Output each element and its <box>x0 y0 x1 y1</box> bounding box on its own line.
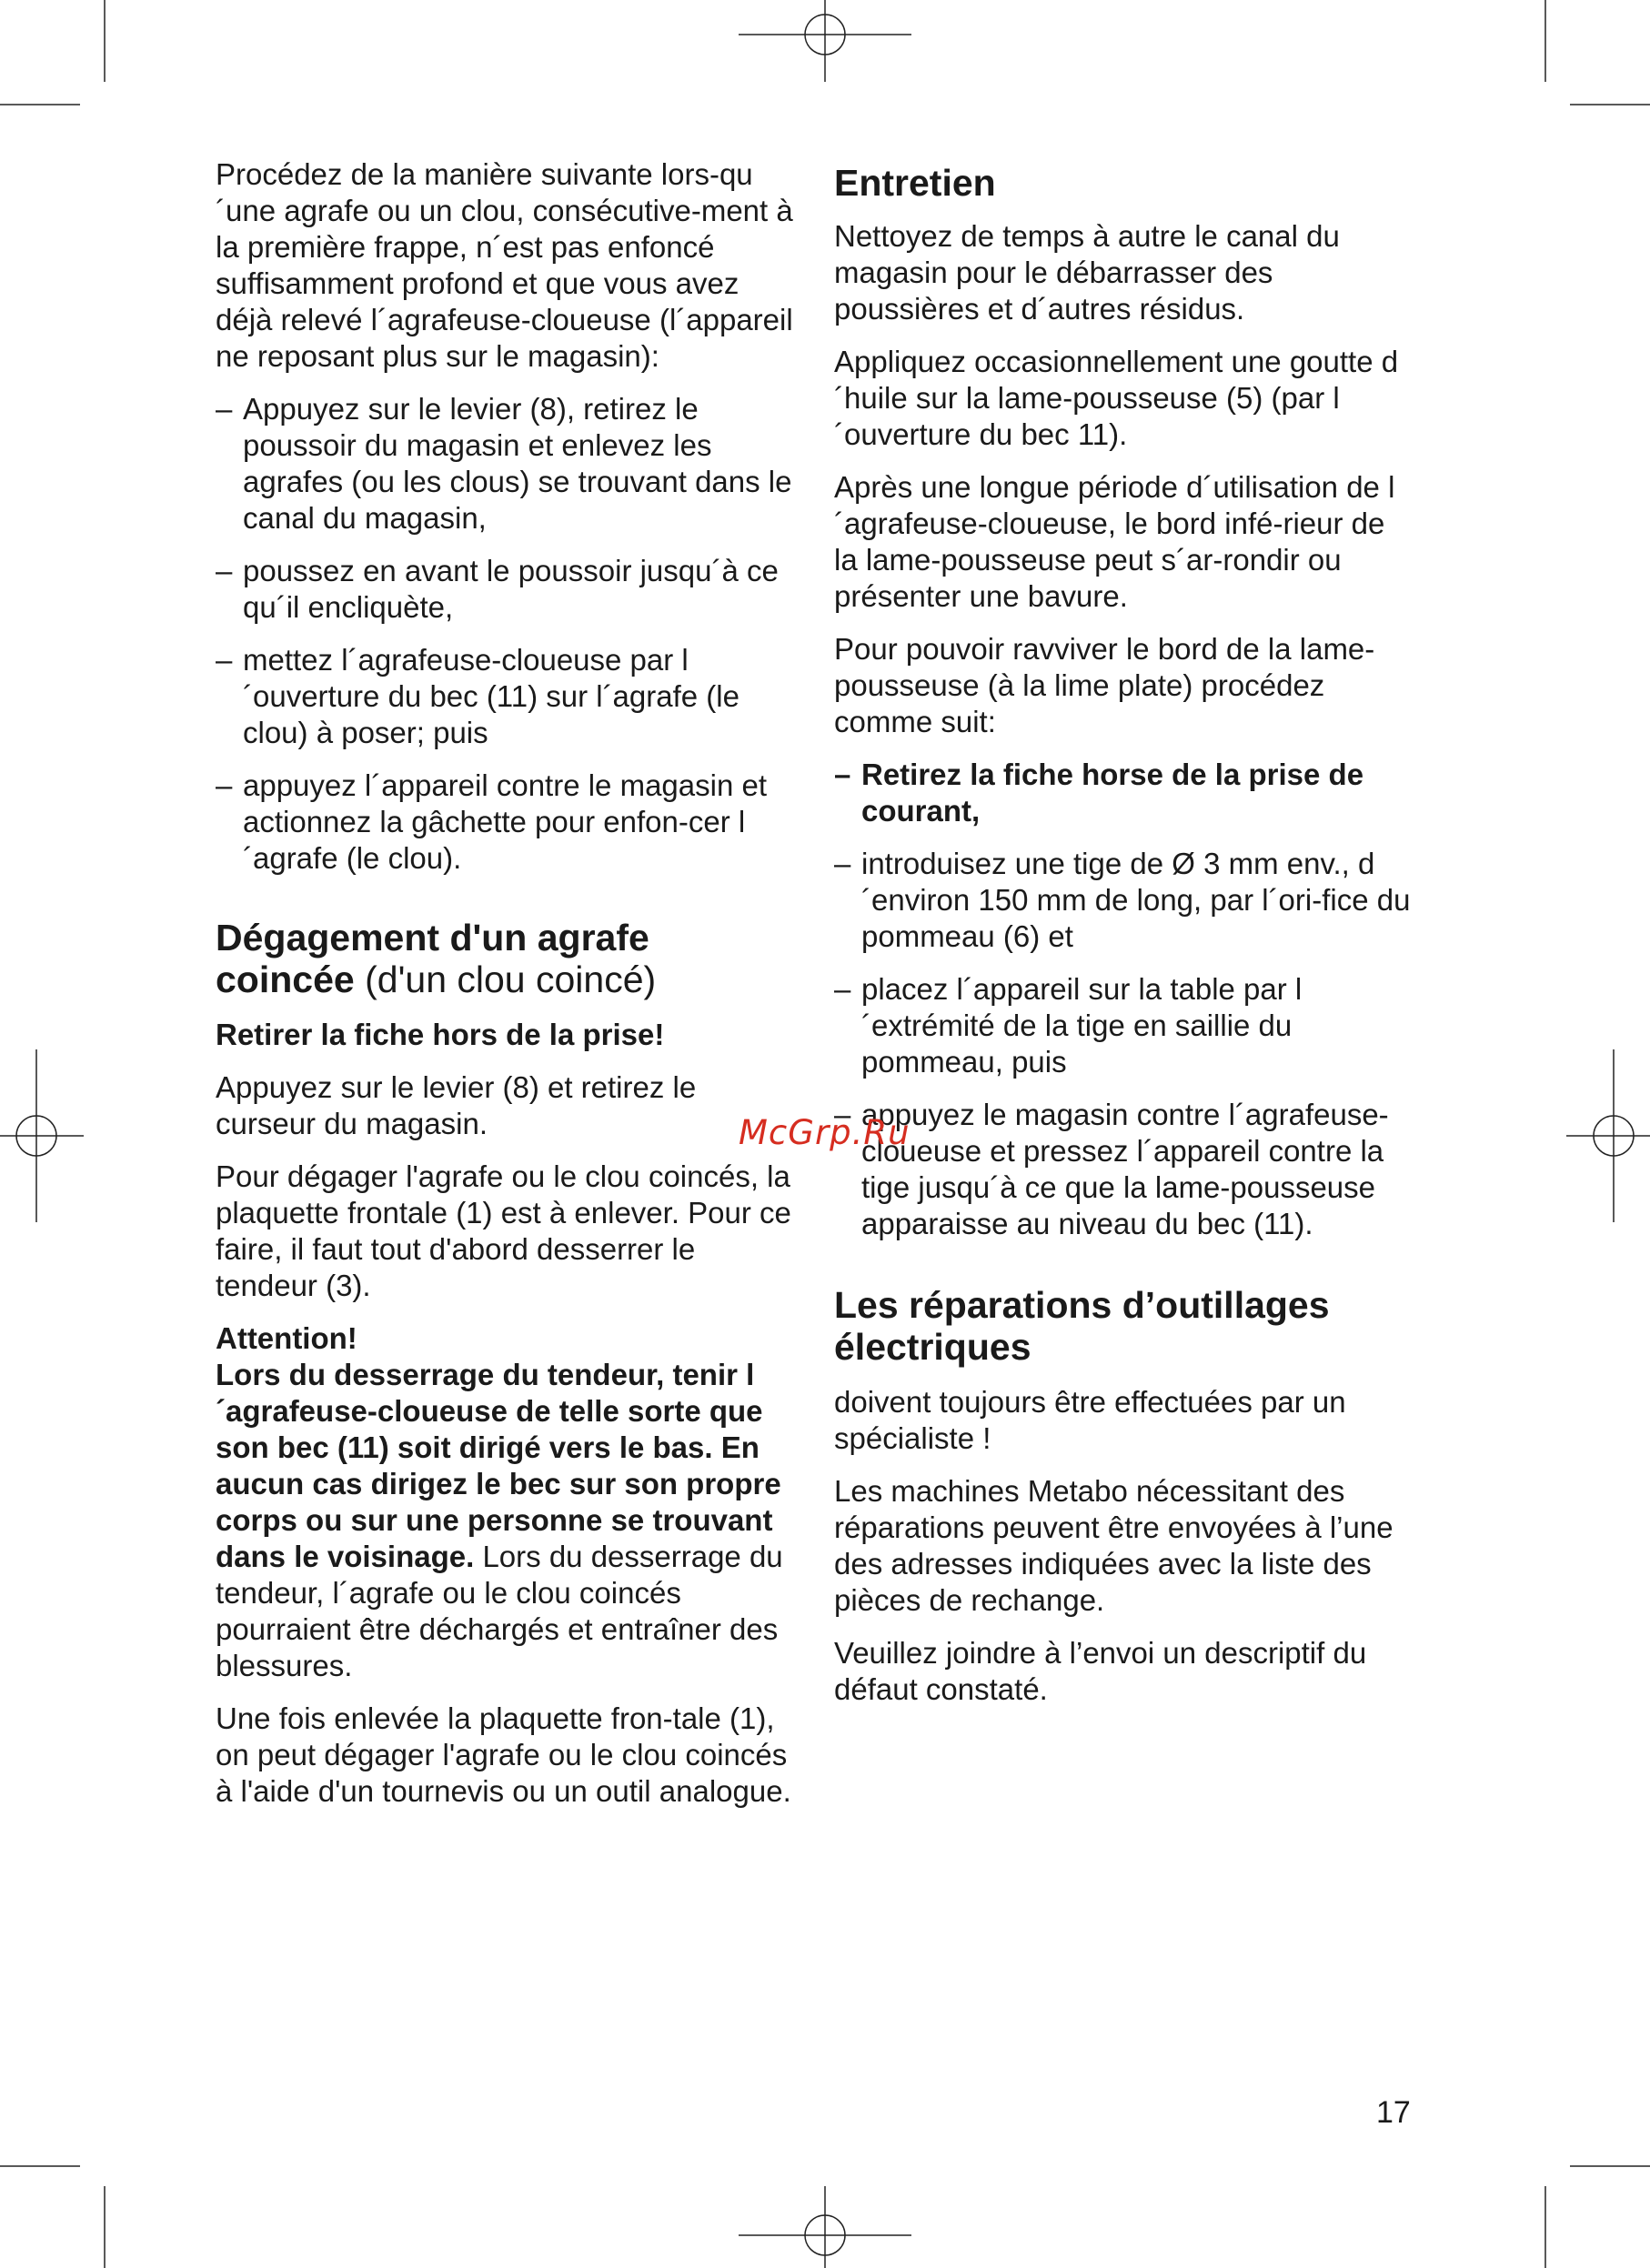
maintenance-list <box>834 757 1416 1242</box>
paragraph: Pour dégager l'agrafe ou le clou coincés, la plaquette frontale (1) est à enlever. Pour ce faire, il faut tout d'abord desserrer le tendeur (3). <box>216 1159 791 1302</box>
paragraph: doivent toujours être effectuées par un spécialiste ! <box>834 1385 1346 1455</box>
list-item: – mettez l´agrafeuse-cloueuse par l´ouverture du bec (11) sur l´agrafe (le clou) à poser; puis <box>216 642 798 751</box>
section-title-bold: Dégagement d'un agrafe coincée <box>216 917 649 1000</box>
list-item: – Retirez la fiche horse de la prise de courant, <box>834 757 1416 829</box>
paragraph: Veuillez joindre à l’envoi un descriptif du défaut constaté. <box>834 1636 1367 1706</box>
paragraph: Les machines Metabo nécessitant des réparations peuvent être envoyées à l’une des adresses indiquées avec la liste des pièces de rechange. <box>834 1474 1393 1617</box>
attention-block <box>216 1320 798 1684</box>
paragraph: Nettoyez de temps à autre le canal du magasin pour le débarrasser des poussières et d´autres résidus. <box>834 219 1340 326</box>
list-item: – poussez en avant le poussoir jusqu´à ce qu´il encliquète, <box>216 553 798 626</box>
right-column <box>834 156 1416 1724</box>
left-column <box>216 156 798 1826</box>
intro-paragraph: Procédez de la manière suivante lors-qu´une agrafe ou un clou, consécutive-ment à la première frappe, n´est pas enfoncé suffisamment profond et que vous avez déjà relevé l´agrafeuse-cloueuse (l´appareil ne reposant plus sur le magasin): <box>216 157 793 373</box>
list-item: – appuyez le magasin contre l´agrafeuse-cloueuse et pressez l´appareil contre la tige jusqu´à ce que la lame-pousseuse apparaisse au niveau du bec (11). <box>834 1097 1416 1242</box>
page-number: 17 <box>1376 2095 1411 2130</box>
paragraph: Appuyez sur le levier (8) et retirez le curseur du magasin. <box>216 1070 697 1140</box>
list-item: – placez l´appareil sur la table par l´extrémité de la tige en saillie du pommeau, puis <box>834 971 1416 1080</box>
section-title-entretien: Entretien <box>834 162 996 204</box>
list-item: – introduisez une tige de Ø 3 mm env., d´environ 150 mm de long, par l´ori-fice du pommeau (6) et <box>834 846 1416 955</box>
list-item: – appuyez l´appareil contre le magasin et actionnez la gâchette pour enfon-cer l´agrafe (le clou). <box>216 768 798 877</box>
watermark: McGrp.Ru <box>739 1113 911 1152</box>
paragraph: Après une longue période d´utilisation de l´agrafeuse-cloueuse, le bord infé-rieur de la lame-pousseuse peut s´ar-rondir ou présenter une bavure. <box>834 470 1395 613</box>
paragraph: Pour pouvoir ravviver le bord de la lame-pousseuse (à la lime plate) procédez comme suit: <box>834 632 1375 738</box>
attention-bold-text: Lors du desserrage du tendeur, tenir l´agrafeuse-cloueuse de telle sorte que son bec (11) soit dirigé vers le bas. En aucun cas dirigez le bec sur son propre corps ou sur une personne se trouvant dans le voisinage. <box>216 1358 781 1573</box>
list-item: – Appuyez sur le levier (8), retirez le poussoir du magasin et enlevez les agrafes (ou les clous) se trouvant dans le canal du magasin, <box>216 391 798 537</box>
paragraph: Appliquez occasionnellement une goutte d´huile sur la lame-pousseuse (5) (par l´ouverture du bec 11). <box>834 345 1399 451</box>
section-title-reparations: Les réparations d’outillages électriques <box>834 1284 1330 1368</box>
paragraph: Une fois enlevée la plaquette fron-tale (1), on peut dégager l'agrafe ou le clou coincés à l'aide d'un tournevis ou un outil analogue. <box>216 1701 791 1808</box>
section-title-normal: (d'un clou coincé) <box>365 958 657 1000</box>
section-title-degagement <box>216 917 798 1000</box>
procedure-list <box>216 391 798 877</box>
warning-text: Retirer la fiche hors de la prise! <box>216 1018 665 1051</box>
attention-label: Attention! <box>216 1321 357 1355</box>
attention-normal-text: Lors du desserrage du tendeur, l´agrafe ou le clou coincés pourraient être déchargés et entraîner des blessures. <box>216 1540 783 1682</box>
